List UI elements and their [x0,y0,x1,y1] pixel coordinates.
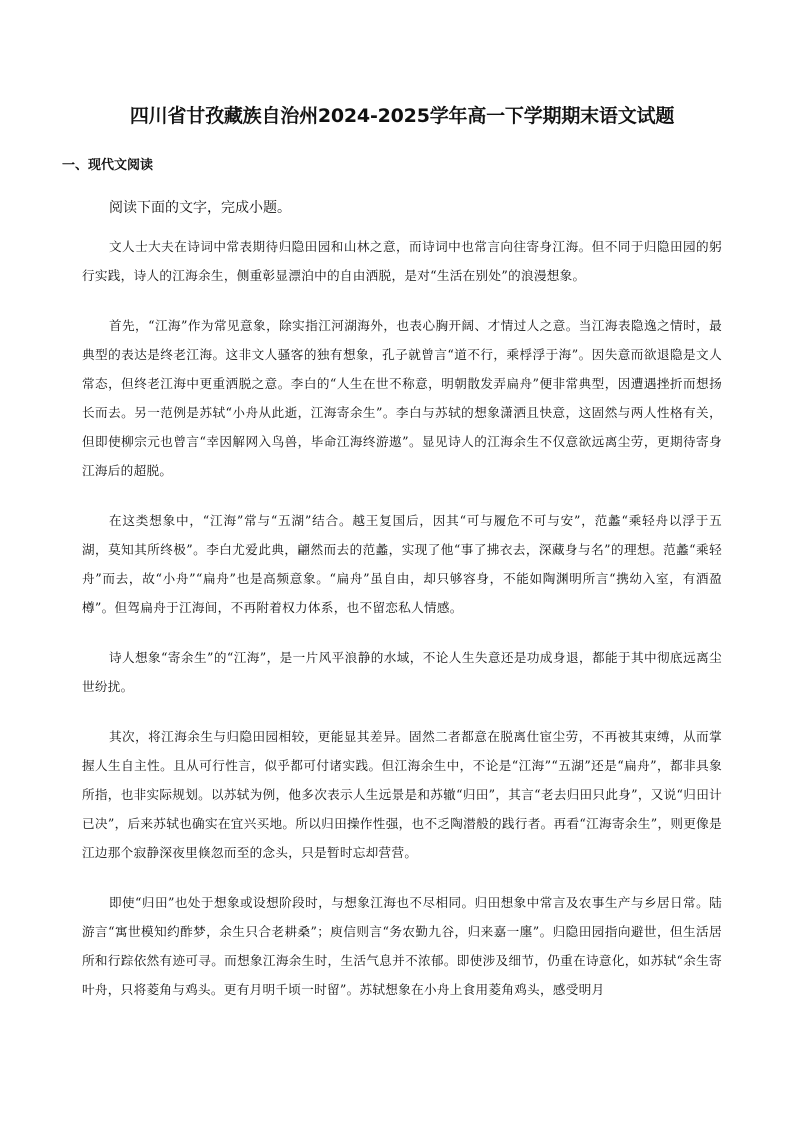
paragraph-1: 文人士大夫在诗词中常表期待归隐田园和山林之意，而诗词中也常言向往寄身江海。但不同于归隐田园的躬行实践，诗人的江海余生，侧重彰显漂泊中的自由洒脱，是对“生活在别处”的浪漫想象。 [82,239,722,283]
reading-instruction: 阅读下面的文字，完成小题。 [109,200,291,216]
paragraph-5: 其次，将江海余生与归隐田园相较，更能显其差异。固然二者都意在脱离仕宦尘劳，不再被其束缚，从而掌握人生自主性。且从可行性言，似乎都可付诸实践。但江海余生中，不论是“江海”“五湖”还是“扁舟”，都非具象所指，也非实际规划。以苏轼为例，他多次表示人生远景是和苏辙“归田”，其言“老去归田只此身”，又说“归田计已决”，后来苏轼也确实在宜兴买地。所以归田操作性强，也不乏陶潜般的践行者。再看“江海寄余生”，则更像是江边那个寂静深夜里倏忽而至的念头，只是暂时忘却营营。 [82,729,722,860]
document-title: 四川省甘孜藏族自治州2024-2025学年高一下学期期末语文试题 [129,105,675,127]
paragraph-2: 首先，“江海”作为常见意象，除实指江河湖海外，也表心胸开阔、才情过人之意。当江海表隐逸之情时，最典型的表达是终老江海。这非文人骚客的独有想象，孔子就曾言“道不行，乘桴浮于海”。因失意而欲退隐是文人常态，但终老江海中更重洒脱之意。李白的“人生在世不称意，明朝散发弄扁舟”便非常典型，因遭遇挫折而想扬长而去。另一范例是苏轼“小舟从此逝，江海寄余生”。李白与苏轼的想象潇洒且快意，这固然与两人性格有关，但即使柳宗元也曾言“幸因解网入鸟兽，毕命江海终游遨”。显见诗人的江海余生不仅意欲远离尘劳，更期待寄身江海后的超脱。 [82,318,722,478]
paragraph-6: 即使“归田”也处于想象或设想阶段时，与想象江海也不尽相同。归田想象中常言及农事生产与乡居日常。陆游言“寓世模知约酢梦，余生只合老耕桑”；庾信则言“务农勤九谷，归来嘉一廛”。归隐田园指向避世，但生活居所和行踪依然有迹可寻。而想象江海余生时，生活气息并不浓郁。即使涉及细节，仍重在诗意化，如苏轼“余生寄叶舟，只将菱角与鸡头。更有月明千顷一时留”。苏轼想象在小舟上食用菱角鸡头，感受明月 [82,895,722,997]
paragraph-4: 诗人想象“寄余生”的“江海”，是一片风平浪静的水域，不论人生失意还是功成身退，都能于其中彻底远离尘世纷扰。 [82,650,722,694]
section-heading: 一、现代文阅读 [62,158,154,173]
paragraph-3: 在这类想象中，“江海”常与“五湖”结合。越王复国后，因其“可与履危不可与安”，范蠡“乘轻舟以浮于五湖，莫知其所终极”。李白尤爱此典，翩然而去的范蠡，实现了他“事了拂衣去，深藏身与名”的理想。范蠡“乘轻舟”而去，故“小舟”“扁舟”也是高频意象。“扁舟”虽自由，却只够容身，不能如陶渊明所言“携幼入室，有酒盈樽”。但驾扁舟于江海间，不再附着权力体系，也不留恋私人情感。 [82,513,722,615]
